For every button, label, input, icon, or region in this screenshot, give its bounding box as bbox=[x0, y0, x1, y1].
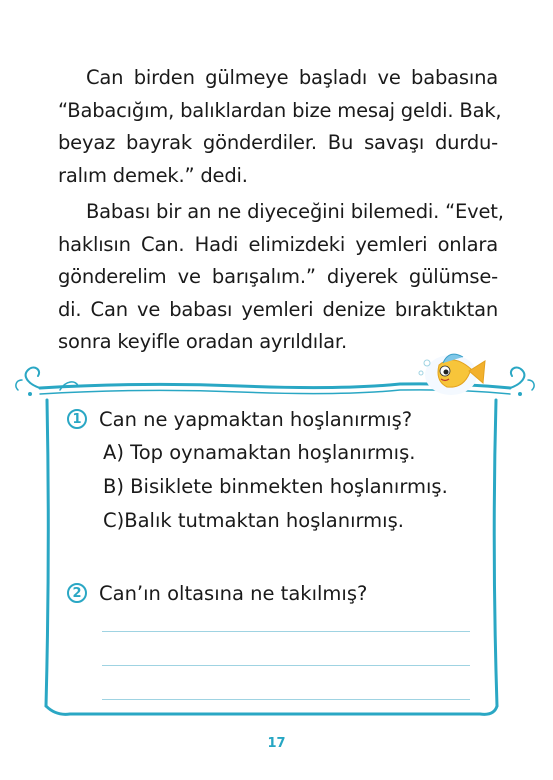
option-b[interactable]: B) Bisiklete binmekten hoşlanırmış. bbox=[103, 475, 448, 498]
page-number: 17 bbox=[267, 736, 286, 751]
question-2 bbox=[67, 576, 477, 610]
paragraph-2 bbox=[58, 196, 504, 359]
story-line: Babası bir an ne diyeceğini bilemedi. “Evet, bbox=[86, 200, 504, 223]
story-line: di. Can ve babası yemleri denize bıraktıktan bbox=[58, 297, 498, 321]
story-line: sonra keyifle oradan ayrıldılar. bbox=[58, 330, 347, 353]
question-number-badge: 1 bbox=[67, 409, 87, 429]
story-line: Can birden gülmeye başladı ve babasına bbox=[86, 66, 498, 89]
answer-line[interactable] bbox=[102, 699, 470, 700]
question-1 bbox=[67, 402, 477, 538]
story-line: haklısın Can. Hadi elimizdeki yemleri onlara bbox=[58, 232, 498, 256]
story-text bbox=[58, 62, 504, 359]
story-line: “Babacığım, balıklardan bize mesaj geldi. Bak, bbox=[58, 98, 502, 122]
fish-illustration bbox=[413, 343, 493, 403]
answer-line[interactable] bbox=[102, 665, 470, 666]
answer-line[interactable] bbox=[102, 631, 470, 632]
story-line: beyaz bayrak gönderdiler. Bu savaşı durdu- bbox=[58, 131, 498, 154]
story-line: gönderelim ve barışalım.” diyerek gülümse- bbox=[58, 265, 498, 288]
option-c[interactable]: C)Balık tutmaktan hoşlanırmış. bbox=[103, 509, 404, 532]
question-text: Can ne yapmaktan hoşlanırmış? bbox=[99, 407, 413, 431]
question-number-badge: 2 bbox=[67, 583, 87, 603]
paragraph-1 bbox=[58, 62, 502, 192]
story-line: ralım demek.” dedi. bbox=[58, 163, 248, 187]
option-a[interactable]: A) Top oynamaktan hoşlanırmış. bbox=[103, 441, 416, 464]
question-text: Can’ın oltasına ne takılmış? bbox=[99, 581, 368, 605]
questions bbox=[67, 402, 477, 610]
